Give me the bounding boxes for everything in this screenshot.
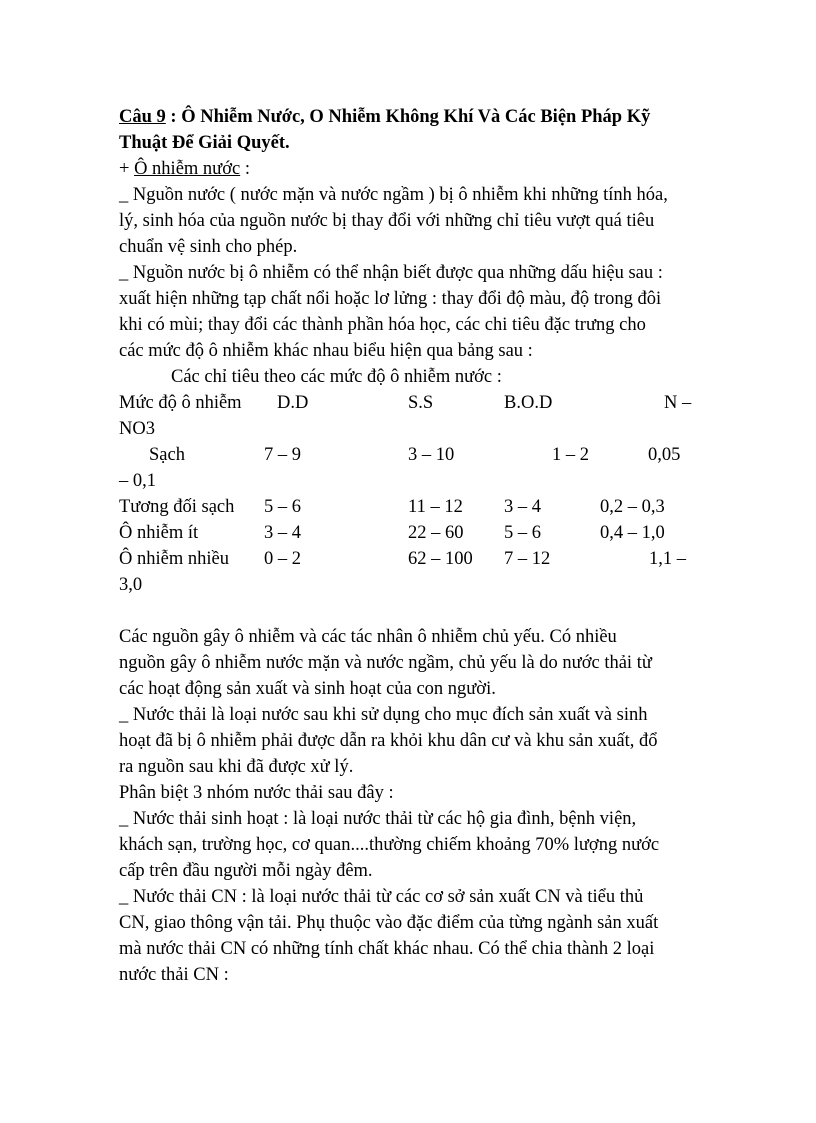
question-label: Câu 9 (119, 107, 166, 127)
cell-n-wrap: – 0,1 (119, 471, 156, 491)
cell-dd: 3 – 4 (264, 523, 301, 543)
paragraph-domestic-wastewater: _ Nước thải sinh hoạt : là loại nước thải từ các hộ gia đình, bệnh viện, khách sạn, trường học, cơ quan....thường chiếm khoảng 70% lượng nước cấp trên đầu người mỗi ngày đêm. (119, 809, 660, 881)
table-row (119, 520, 709, 546)
table-row (119, 546, 709, 572)
header-ss: S.S (408, 393, 434, 413)
cell-dd: 5 – 6 (264, 497, 301, 517)
cell-n: 1,1 – (649, 549, 686, 569)
blank-line (119, 598, 709, 624)
table-row-wrap (119, 572, 709, 598)
table-caption: Các chỉ tiêu theo các mức độ ô nhiễm nước : (171, 367, 502, 387)
document-title-line-1 (119, 104, 709, 130)
table-row (119, 442, 709, 468)
cell-bod: 5 – 6 (504, 523, 541, 543)
paragraph-signs: _ Nguồn nước bị ô nhiễm có thể nhận biết được qua những dấu hiệu sau : xuất hiện những tạp chất nổi hoặc lơ lửng : thay đổi độ màu, độ trong đôi khi có mùi; thay đổi các thành phần hóa học, các chi tiêu đặc trưng cho các mức độ ô nhiễm khác nhau biểu hiện qua bảng sau : (119, 263, 663, 361)
cell-bod: 7 – 12 (504, 549, 551, 569)
cell-n: 0,05 (648, 445, 681, 465)
cell-bod: 3 – 4 (504, 497, 541, 517)
header-n-wrap: NO3 (119, 419, 155, 439)
cell-ss: 62 – 100 (408, 549, 473, 569)
header-n: N – (664, 393, 692, 413)
cell-ss: 3 – 10 (408, 445, 455, 465)
cell-ss: 22 – 60 (408, 523, 464, 543)
cell-n-wrap: 3,0 (119, 575, 143, 595)
cell-level: Sạch (149, 445, 185, 465)
table-row-wrap (119, 468, 709, 494)
cell-level: Tương đối sạch (119, 497, 235, 517)
cell-bod: 1 – 2 (552, 445, 589, 465)
table-header-row-wrap (119, 416, 709, 442)
pollution-levels-table (119, 390, 709, 598)
header-bod: B.O.D (504, 393, 553, 413)
cell-n: 0,2 – 0,3 (600, 497, 665, 517)
cell-ss: 11 – 12 (408, 497, 463, 517)
title-text-1: : Ô Nhiễm Nước, O Nhiễm Không Khí Và Các Biện Pháp Kỹ (165, 107, 651, 127)
section-heading-water-pollution: + Ô nhiễm nước : (119, 159, 250, 179)
paragraph-definition: _ Nguồn nước ( nước mặn và nước ngầm ) bị ô nhiễm khi những tính hóa, lý, sinh hóa của nguồn nước bị thay đổi với những chỉ tiêu vượt quá tiêu chuẩn vệ sinh cho phép. (119, 185, 668, 257)
header-dd: D.D (277, 393, 309, 413)
cell-level: Ô nhiễm ít (119, 523, 199, 543)
cell-dd: 0 – 2 (264, 549, 301, 569)
table-row (119, 494, 709, 520)
water-pollution-heading: Ô nhiễm nước (134, 159, 241, 179)
document-page (119, 104, 709, 988)
cell-dd: 7 – 9 (264, 445, 301, 465)
paragraph-wastewater: _ Nước thải là loại nước sau khi sử dụng cho mục đích sản xuất và sinh hoạt đã bị ô nhiễm phải được dẫn ra khỏi khu dân cư và khu sản xuất, đổ ra nguồn sau khi đã được xử lý. (119, 705, 658, 777)
cell-n: 0,4 – 1,0 (600, 523, 665, 543)
cell-level: Ô nhiễm nhiều (119, 549, 229, 569)
paragraph-three-groups: Phân biệt 3 nhóm nước thải sau đây : (119, 783, 394, 803)
table-header-row (119, 390, 709, 416)
document-title-line-2: Thuật Để Giải Quyết. (119, 133, 290, 153)
paragraph-industrial-wastewater: _ Nước thải CN : là loại nước thải từ các cơ sở sản xuất CN và tiểu thủ CN, giao thông vận tải. Phụ thuộc vào đặc điểm của từng ngành sản xuất mà nước thải CN có những tính chất khác nhau. Có thể chia thành 2 loại nước thải CN : (119, 887, 659, 985)
header-level: Mức độ ô nhiễm (119, 393, 242, 413)
paragraph-pollution-sources: Các nguồn gây ô nhiễm và các tác nhân ô nhiễm chủ yếu. Có nhiều nguồn gây ô nhiễm nước mặn và nước ngầm, chủ yếu là do nước thải từ các hoạt động sản xuất và sinh hoạt của con người. (119, 627, 652, 699)
